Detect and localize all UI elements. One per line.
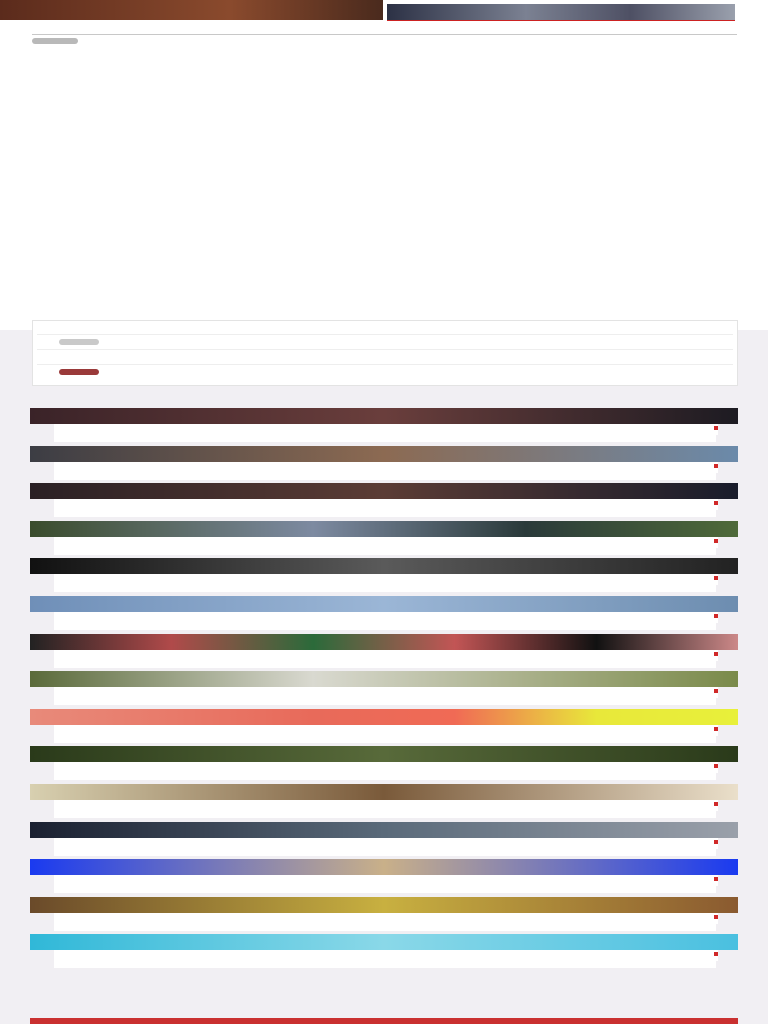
story-title[interactable] [54, 499, 718, 510]
story-thumbnail[interactable] [30, 408, 738, 424]
share-icon[interactable] [714, 877, 718, 881]
story-thumbnail[interactable] [30, 709, 738, 725]
story-card[interactable] [30, 481, 738, 519]
story-title[interactable] [54, 574, 718, 585]
story-card[interactable] [30, 932, 738, 970]
divider [32, 34, 737, 35]
story-thumbnail[interactable] [30, 596, 738, 612]
story-title[interactable] [54, 950, 718, 961]
story-meta [54, 510, 716, 517]
story-meta [54, 961, 716, 968]
comment-time [577, 337, 727, 347]
commenter-avatar [59, 339, 99, 345]
share-icon[interactable] [714, 464, 718, 468]
footer-links-right [405, 978, 705, 1014]
story-thumbnail[interactable] [30, 897, 738, 913]
share-icon[interactable] [714, 802, 718, 806]
story-title[interactable] [54, 875, 718, 886]
story-card[interactable] [30, 519, 738, 557]
story-meta [54, 698, 716, 705]
story-meta [54, 661, 716, 668]
story-thumbnail[interactable] [30, 934, 738, 950]
related-stories-list [30, 406, 738, 970]
story-thumbnail[interactable] [30, 746, 738, 762]
footer-links-left [30, 978, 330, 1014]
story-title[interactable] [54, 913, 718, 924]
story-card[interactable] [30, 744, 738, 782]
footer-bar-label[interactable] [30, 1018, 738, 1024]
article-headline [32, 20, 737, 33]
share-icon[interactable] [714, 501, 718, 505]
story-card[interactable] [30, 444, 738, 482]
footer-link[interactable] [30, 1005, 330, 1014]
story-title[interactable] [54, 687, 718, 698]
footer-link[interactable] [405, 987, 705, 996]
story-meta [54, 849, 716, 856]
share-icon[interactable] [714, 426, 718, 430]
story-title[interactable] [54, 762, 718, 773]
story-thumbnail[interactable] [30, 822, 738, 838]
story-card[interactable] [30, 782, 738, 820]
close-icon[interactable] [742, 2, 764, 14]
story-thumbnail[interactable] [30, 446, 738, 462]
story-card[interactable] [30, 556, 738, 594]
promo-image[interactable] [387, 4, 735, 21]
story-thumbnail[interactable] [30, 558, 738, 574]
share-icon[interactable] [714, 539, 718, 543]
story-meta [54, 585, 716, 592]
commenter-avatar [59, 369, 99, 375]
story-title[interactable] [54, 650, 718, 661]
story-meta [54, 623, 716, 630]
story-meta [54, 773, 716, 780]
share-icon[interactable] [714, 652, 718, 656]
share-icon[interactable] [714, 764, 718, 768]
share-icon[interactable] [714, 915, 718, 919]
site-banner[interactable] [0, 0, 383, 20]
story-title[interactable] [54, 612, 718, 623]
story-thumbnail[interactable] [30, 671, 738, 687]
story-meta [54, 811, 716, 818]
share-icon[interactable] [714, 614, 718, 618]
share-icon[interactable] [714, 840, 718, 844]
story-meta [54, 435, 716, 442]
share-icon[interactable] [714, 689, 718, 693]
footer-link[interactable] [30, 978, 330, 987]
comments-panel [32, 320, 738, 386]
article-byline [32, 36, 737, 48]
footer-link[interactable] [405, 1005, 705, 1014]
story-card[interactable] [30, 820, 738, 858]
story-title[interactable] [54, 537, 718, 548]
story-card[interactable] [30, 406, 738, 444]
story-card[interactable] [30, 594, 738, 632]
load-more-button[interactable] [680, 378, 738, 388]
footer-link[interactable] [30, 996, 330, 1005]
story-meta [54, 736, 716, 743]
story-meta [54, 548, 716, 555]
story-thumbnail[interactable] [30, 521, 738, 537]
share-icon[interactable] [714, 952, 718, 956]
story-title[interactable] [54, 838, 718, 849]
story-meta [54, 473, 716, 480]
story-meta [54, 886, 716, 893]
story-thumbnail[interactable] [30, 634, 738, 650]
story-title[interactable] [54, 800, 718, 811]
story-card[interactable] [30, 857, 738, 895]
story-title[interactable] [54, 424, 718, 435]
share-icon[interactable] [714, 576, 718, 580]
story-card[interactable] [30, 632, 738, 670]
story-thumbnail[interactable] [30, 784, 738, 800]
story-meta [54, 924, 716, 931]
story-title[interactable] [54, 725, 718, 736]
article-body [32, 52, 734, 302]
comments-header [37, 322, 727, 334]
footer-link[interactable] [405, 978, 705, 987]
footer-link[interactable] [30, 987, 330, 996]
share-icon[interactable] [714, 727, 718, 731]
story-card[interactable] [30, 895, 738, 933]
footer-link[interactable] [405, 996, 705, 1005]
story-card[interactable] [30, 669, 738, 707]
commenter-name[interactable] [167, 337, 457, 347]
story-title[interactable] [54, 462, 718, 473]
story-thumbnail[interactable] [30, 483, 738, 499]
view-all-comments-link[interactable] [32, 378, 738, 388]
story-thumbnail[interactable] [30, 859, 738, 875]
related-section-title [32, 391, 738, 405]
footer [30, 978, 738, 1018]
story-card[interactable] [30, 707, 738, 745]
